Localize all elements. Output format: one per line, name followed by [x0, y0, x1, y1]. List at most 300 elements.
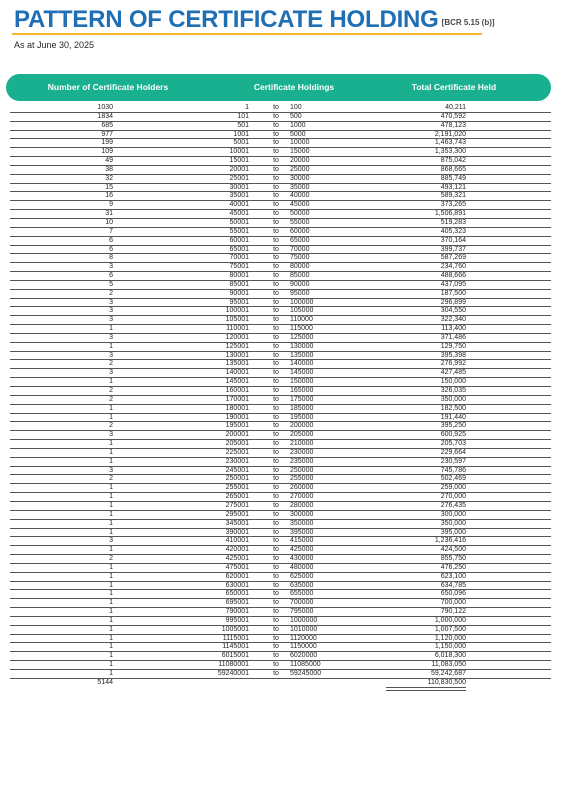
table-row: [10, 502, 551, 511]
holders-cell: 16: [105, 192, 113, 200]
total-held-cell: 276,992: [440, 360, 466, 368]
table-row: [10, 529, 551, 538]
holding-upto-cell: 130000: [290, 342, 314, 350]
holding-from-cell: 250001: [225, 475, 249, 483]
table-row: [10, 192, 551, 201]
total-held-cell: 488,666: [440, 272, 466, 280]
holding-upto-cell: 270000: [290, 493, 314, 501]
holders-cell: 3: [109, 333, 113, 341]
holders-cell: 1: [109, 670, 113, 677]
holders-cell: 1: [109, 378, 113, 386]
total-held-cell: 1,463,743: [434, 139, 466, 147]
table-row: [10, 325, 551, 334]
holders-cell: 5: [109, 280, 113, 288]
holding-from-cell: 140001: [225, 369, 249, 377]
holders-cell: 6: [109, 272, 113, 280]
holding-from-cell: 410001: [225, 537, 249, 545]
table-row: [10, 210, 551, 219]
holders-cell: 1: [109, 643, 113, 651]
total-held-cell: 326,035: [440, 387, 466, 394]
holding-from-cell: 425001: [225, 555, 249, 563]
holders-cell: 10: [105, 218, 113, 226]
holding-to-word: to: [273, 298, 279, 306]
holding-upto-cell: 210000: [290, 440, 314, 448]
holding-to-word: to: [273, 342, 279, 350]
table-row: [10, 219, 551, 228]
holding-to-word: to: [273, 157, 279, 165]
total-held-cell: 745,786: [440, 466, 466, 474]
holding-to-word: to: [273, 475, 279, 483]
holding-from-cell: 70001: [229, 254, 249, 262]
total-held-cell: 370,164: [440, 236, 466, 244]
holding-to-word: to: [273, 422, 279, 430]
holding-from-cell: 1115001: [222, 634, 249, 642]
holding-from-cell: 125001: [225, 342, 249, 350]
table-row: [10, 670, 551, 679]
table-row: [10, 440, 551, 449]
double-underline: [386, 687, 466, 691]
title-text: PATTERN OF CERTIFICATE HOLDING: [14, 6, 439, 33]
holding-to-word: to: [273, 325, 279, 333]
holding-upto-cell: 75000: [290, 254, 310, 262]
holding-upto-cell: 250000: [290, 466, 314, 474]
holding-to-word: to: [273, 634, 279, 642]
holding-from-cell: 30001: [229, 183, 249, 191]
holding-upto-cell: 145000: [290, 369, 314, 377]
holding-upto-cell: 395000: [290, 528, 314, 536]
holding-upto-cell: 45000: [290, 201, 310, 209]
table-header: [6, 74, 551, 101]
holding-to-word: to: [273, 192, 279, 200]
holding-to-word: to: [273, 174, 279, 182]
table-row: [10, 652, 551, 661]
table-row: [10, 299, 551, 308]
holders-cell: 2: [109, 387, 113, 394]
table-row: [10, 334, 551, 343]
holding-upto-cell: 35000: [290, 183, 310, 191]
holding-to-word: to: [273, 210, 279, 218]
holders-cell: 3: [109, 537, 113, 545]
total-held-cell: 1,236,416: [434, 537, 466, 545]
holding-from-cell: 295001: [225, 510, 249, 518]
table-row: [10, 148, 551, 157]
holding-to-word: to: [273, 608, 279, 616]
holding-from-cell: 110001: [226, 325, 249, 333]
holding-from-cell: 120001: [225, 333, 249, 341]
holding-from-cell: 1001: [233, 130, 249, 138]
holders-cell: 2: [109, 395, 113, 403]
table-row: [10, 113, 551, 122]
holders-cell: 49: [105, 157, 113, 165]
holding-to-word: to: [273, 263, 279, 271]
table-row: [10, 246, 551, 255]
total-held-cell: 259,000: [440, 484, 466, 492]
holding-to-word: to: [273, 555, 279, 563]
holders-cell: 2: [109, 555, 113, 563]
total-held-cell: 1,007,500: [434, 625, 466, 633]
holding-from-cell: 650001: [225, 590, 249, 598]
holding-upto-cell: 95000: [290, 289, 310, 297]
holding-upto-cell: 415000: [290, 537, 314, 545]
holding-to-word: to: [273, 227, 279, 235]
table-row: [10, 626, 551, 635]
holding-from-cell: 5001: [233, 139, 249, 147]
holders-cell: 1: [109, 634, 113, 642]
holding-from-cell: 790001: [225, 608, 249, 616]
grand-total: 110,830,500: [427, 678, 466, 686]
total-held-cell: 1,506,891: [434, 210, 466, 218]
holding-from-cell: 265001: [225, 493, 249, 501]
holding-from-cell: 80001: [229, 272, 249, 280]
holding-to-word: to: [273, 546, 279, 554]
total-holders: 5144: [97, 678, 113, 686]
table-row: [10, 484, 551, 493]
total-held-cell: 502,469: [440, 475, 466, 483]
holding-from-cell: 275001: [225, 501, 249, 509]
total-held-cell: 868,665: [440, 165, 466, 173]
total-held-cell: 230,597: [440, 457, 466, 465]
table-row: [10, 555, 551, 564]
total-held-cell: 1,000,000: [434, 616, 466, 624]
holders-cell: 3: [109, 351, 113, 359]
holding-upto-cell: 20000: [290, 157, 310, 165]
holding-to-word: to: [273, 404, 279, 412]
holding-upto-cell: 11085000: [290, 661, 321, 669]
total-held-cell: 405,323: [440, 227, 466, 235]
total-held-cell: 623,100: [440, 572, 466, 580]
total-held-cell: 519,283: [440, 218, 466, 226]
holding-to-word: to: [273, 643, 279, 651]
holding-from-cell: 90001: [229, 289, 249, 297]
holding-from-cell: 6015001: [221, 652, 249, 660]
holding-from-cell: 995001: [225, 616, 249, 624]
holders-cell: 32: [105, 174, 113, 182]
holders-cell: 1834: [97, 112, 113, 120]
table-row: [10, 643, 551, 652]
table-row: [10, 307, 551, 316]
holding-to-word: to: [273, 625, 279, 633]
holding-from-cell: 501: [237, 121, 249, 129]
table-row: [10, 546, 551, 555]
total-held-cell: 395,398: [440, 351, 466, 359]
total-held-cell: 427,485: [440, 369, 466, 377]
holders-cell: 1: [109, 457, 113, 465]
holding-from-cell: 135001: [225, 360, 249, 368]
holding-to-word: to: [273, 670, 279, 677]
holding-from-cell: 630001: [225, 581, 249, 589]
total-held-cell: 399,737: [440, 245, 466, 253]
holding-from-cell: 75001: [229, 263, 249, 271]
total-held-cell: 2,191,020: [434, 130, 466, 138]
holding-upto-cell: 175000: [290, 395, 314, 403]
holding-from-cell: 1145001: [222, 643, 249, 651]
holding-upto-cell: 100: [290, 104, 302, 111]
holders-cell: 3: [109, 298, 113, 306]
table-row: [10, 281, 551, 290]
total-held-cell: 1,353,300: [434, 148, 466, 156]
holding-upto-cell: 10000: [290, 139, 310, 147]
table-row: [10, 520, 551, 529]
holders-cell: 1: [109, 448, 113, 456]
table-row: [10, 458, 551, 467]
holding-to-word: to: [273, 413, 279, 421]
table-row: [10, 467, 551, 476]
table-row: [10, 573, 551, 582]
holding-upto-cell: 65000: [290, 236, 310, 244]
holding-to-word: to: [273, 661, 279, 669]
holders-cell: 31: [105, 210, 113, 218]
holders-cell: 1: [109, 493, 113, 501]
holding-upto-cell: 255000: [290, 475, 314, 483]
table-row: [10, 422, 551, 431]
table-row: [10, 343, 551, 352]
holders-cell: 1: [109, 608, 113, 616]
holders-cell: 6: [109, 245, 113, 253]
holding-upto-cell: 235000: [290, 457, 314, 465]
holders-cell: 1: [109, 625, 113, 633]
holding-upto-cell: 100000: [290, 298, 314, 306]
holding-upto-cell: 70000: [290, 245, 310, 253]
holding-to-word: to: [273, 431, 279, 439]
as-at-date: As at June 30, 2025: [14, 40, 95, 50]
holders-cell: 8: [109, 254, 113, 262]
holding-from-cell: 100001: [225, 307, 249, 315]
total-held-cell: 270,000: [440, 493, 466, 501]
table-row: [10, 369, 551, 378]
total-held-cell: 191,440: [440, 413, 466, 421]
total-held-cell: 790,122: [440, 608, 466, 616]
holding-to-word: to: [273, 448, 279, 456]
table-row: [10, 122, 551, 131]
holding-upto-cell: 655000: [290, 590, 314, 598]
holding-from-cell: 195001: [225, 422, 249, 430]
holding-upto-cell: 25000: [290, 165, 310, 173]
holding-from-cell: 59240001: [217, 670, 249, 677]
holding-to-word: to: [273, 519, 279, 527]
table-row: [10, 599, 551, 608]
holding-to-word: to: [273, 121, 279, 129]
holding-upto-cell: 5000: [290, 130, 306, 138]
holders-cell: 199: [101, 139, 113, 147]
holders-cell: 3: [109, 431, 113, 439]
total-held-cell: 187,500: [440, 289, 466, 297]
total-held-cell: 650,096: [440, 590, 466, 598]
table-row: [10, 493, 551, 502]
holding-upto-cell: 15000: [290, 148, 310, 156]
holding-upto-cell: 795000: [290, 608, 314, 616]
table-row: [10, 396, 551, 405]
holders-cell: 1: [109, 546, 113, 554]
holders-cell: 3: [109, 466, 113, 474]
holding-from-cell: 60001: [229, 236, 249, 244]
holding-from-cell: 105001: [225, 316, 249, 324]
holders-cell: 2: [109, 475, 113, 483]
holders-cell: 685: [101, 121, 113, 129]
table-row: [10, 431, 551, 440]
holding-upto-cell: 135000: [290, 351, 314, 359]
holding-from-cell: 130001: [225, 351, 249, 359]
table-row: [10, 272, 551, 281]
total-held-cell: 205,703: [440, 440, 466, 448]
holding-to-word: to: [273, 440, 279, 448]
holders-cell: 1: [109, 563, 113, 571]
holding-to-word: to: [273, 369, 279, 377]
holders-cell: 1: [109, 484, 113, 492]
holders-cell: 3: [109, 316, 113, 324]
holding-upto-cell: 195000: [290, 413, 314, 421]
table-row: [10, 405, 551, 414]
holding-to-word: to: [273, 528, 279, 536]
holders-cell: 1: [109, 342, 113, 350]
table-row: [10, 175, 551, 184]
holders-cell: 3: [109, 263, 113, 271]
total-held-cell: 700,000: [440, 599, 466, 607]
header-holders: Number of Certificate Holders: [47, 82, 169, 92]
holders-cell: 7: [109, 227, 113, 235]
total-held-cell: 476,250: [440, 563, 466, 571]
total-held-cell: 59,242,687: [430, 670, 466, 677]
holding-to-word: to: [273, 272, 279, 280]
holding-upto-cell: 230000: [290, 448, 314, 456]
holders-cell: 1: [109, 440, 113, 448]
holders-cell: 2: [109, 360, 113, 368]
holding-to-word: to: [273, 236, 279, 244]
holding-from-cell: 40001: [229, 201, 249, 209]
total-held-cell: 855,750: [440, 555, 466, 563]
holding-to-word: to: [273, 572, 279, 580]
holding-upto-cell: 185000: [290, 404, 314, 412]
total-held-cell: 350,000: [440, 395, 466, 403]
holders-cell: 38: [105, 165, 113, 173]
total-held-cell: 634,785: [440, 581, 466, 589]
holding-from-cell: 1: [245, 104, 249, 111]
total-held-cell: 589,321: [440, 192, 466, 200]
holding-from-cell: 15001: [229, 157, 249, 165]
holding-to-word: to: [273, 493, 279, 501]
holding-to-word: to: [273, 316, 279, 324]
table-row: [10, 139, 551, 148]
holding-to-word: to: [273, 104, 279, 111]
holding-upto-cell: 90000: [290, 280, 310, 288]
holding-from-cell: 11080001: [218, 661, 249, 669]
holding-to-word: to: [273, 395, 279, 403]
total-held-cell: 300,000: [440, 510, 466, 518]
holding-upto-cell: 350000: [290, 519, 314, 527]
holding-upto-cell: 280000: [290, 501, 314, 509]
holding-from-cell: 145001: [225, 378, 249, 386]
holding-upto-cell: 1000000: [290, 616, 318, 624]
table-row: [10, 237, 551, 246]
total-held-cell: 1,150,000: [434, 643, 466, 651]
table-row: [10, 617, 551, 626]
holding-upto-cell: 6020000: [290, 652, 318, 660]
total-held-cell: 373,265: [440, 201, 466, 209]
holding-to-word: to: [273, 333, 279, 341]
holding-upto-cell: 635000: [290, 581, 314, 589]
total-held-cell: 875,042: [440, 157, 466, 165]
table-row: [10, 184, 551, 193]
total-held-cell: 478,123: [440, 121, 466, 129]
total-held-cell: 129,750: [440, 342, 466, 350]
holders-cell: 1: [109, 581, 113, 589]
holding-to-word: to: [273, 457, 279, 465]
holding-from-cell: 10001: [229, 148, 249, 156]
total-held-cell: 600,925: [440, 431, 466, 439]
holding-from-cell: 85001: [229, 280, 249, 288]
total-held-cell: 885,749: [440, 174, 466, 182]
table-row: [10, 378, 551, 387]
holding-from-cell: 95001: [229, 298, 249, 306]
table-row: [10, 414, 551, 423]
holders-cell: 1: [109, 519, 113, 527]
holding-to-word: to: [273, 501, 279, 509]
holding-to-word: to: [273, 581, 279, 589]
holders-cell: 3: [109, 307, 113, 315]
holding-upto-cell: 30000: [290, 174, 310, 182]
holding-from-cell: 170001: [225, 395, 249, 403]
total-held-cell: 229,664: [440, 448, 466, 456]
holders-cell: 1: [109, 404, 113, 412]
holding-from-cell: 35001: [229, 192, 249, 200]
total-held-cell: 322,340: [440, 316, 466, 324]
holding-from-cell: 390001: [225, 528, 249, 536]
total-held-cell: 304,550: [440, 307, 466, 315]
table-row: [10, 590, 551, 599]
table-row: [10, 635, 551, 644]
holding-to-word: to: [273, 218, 279, 226]
holding-to-word: to: [273, 563, 279, 571]
holders-cell: 3: [109, 369, 113, 377]
table-row: [10, 263, 551, 272]
holdings-table: [10, 104, 551, 687]
holders-cell: 6: [109, 236, 113, 244]
holding-to-word: to: [273, 245, 279, 253]
holding-to-word: to: [273, 112, 279, 120]
total-held-cell: 437,095: [440, 280, 466, 288]
holding-upto-cell: 300000: [290, 510, 314, 518]
holding-from-cell: 620001: [225, 572, 249, 580]
table-row: [10, 104, 551, 113]
holding-to-word: to: [273, 466, 279, 474]
total-held-cell: 1,120,000: [434, 634, 466, 642]
total-held-cell: 150,000: [440, 378, 466, 386]
holding-upto-cell: 40000: [290, 192, 310, 200]
holding-to-word: to: [273, 289, 279, 297]
holders-cell: 977: [101, 130, 113, 138]
holding-upto-cell: 1000: [290, 121, 306, 129]
table-row: [10, 352, 551, 361]
holding-to-word: to: [273, 307, 279, 315]
holding-upto-cell: 1120000: [290, 634, 317, 642]
holders-cell: 1: [109, 413, 113, 421]
holders-cell: 9: [109, 201, 113, 209]
table-row: [10, 201, 551, 210]
holding-upto-cell: 260000: [290, 484, 314, 492]
regulation-reference: [BCR 5.15 (b)]: [441, 18, 495, 27]
holding-from-cell: 205001: [225, 440, 249, 448]
holding-upto-cell: 1150000: [290, 643, 317, 651]
header-total: Total Certificate Held: [411, 82, 497, 92]
total-held-cell: 40,211: [445, 104, 466, 111]
holding-upto-cell: 500: [290, 112, 302, 120]
table-row: [10, 254, 551, 263]
table-row: [10, 290, 551, 299]
holders-cell: 1: [109, 325, 113, 333]
holding-from-cell: 180001: [225, 404, 249, 412]
holding-upto-cell: 1010000: [290, 625, 318, 633]
holders-cell: 15: [105, 183, 113, 191]
total-held-cell: 395,250: [440, 422, 466, 430]
